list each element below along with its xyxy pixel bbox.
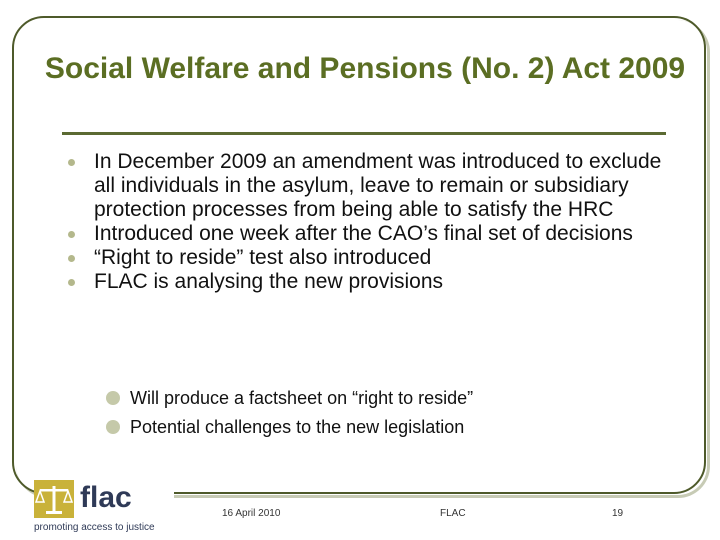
bullet-icon [68,279,75,286]
title-divider [62,132,666,135]
bullet-text: “Right to reside” test also introduced [94,246,432,269]
sub-bullet-icon [106,420,120,434]
bullet-item [68,222,668,246]
sub-bullet-text: Potential challenges to the new legislation [130,417,465,437]
flac-logo [34,478,174,538]
sub-bullet-icon [106,391,120,405]
bullet-icon [68,231,75,238]
sub-bullet-text: Will produce a factsheet on “right to reside” [130,388,474,408]
bullet-list [68,150,668,294]
slide-title: Social Welfare and Pensions (No. 2) Act 2009 [44,52,686,85]
bullet-item [68,270,668,294]
scales-of-justice-icon [34,480,74,518]
logo-wordmark: flac [80,481,132,514]
footer-org: FLAC [440,508,466,519]
footer-date: 16 April 2010 [222,508,281,519]
sub-bullet-list [104,384,664,442]
sub-bullet-item [104,413,664,442]
bullet-item [68,246,668,270]
bullet-text: In December 2009 an amendment was introduced to exclude all individuals in the asylum, leave to remain or subsidiary protection processes from being able to satisfy the HRC [94,150,662,221]
bullet-item [68,150,668,222]
sub-bullet-item [104,384,664,413]
bullet-icon [68,159,75,166]
bullet-text: Introduced one week after the CAO’s final set of decisions [94,222,633,245]
logo-tagline: promoting access to justice [34,522,155,533]
bullet-text: FLAC is analysing the new provisions [94,270,444,293]
page-number: 19 [612,508,624,519]
bullet-icon [68,255,75,262]
